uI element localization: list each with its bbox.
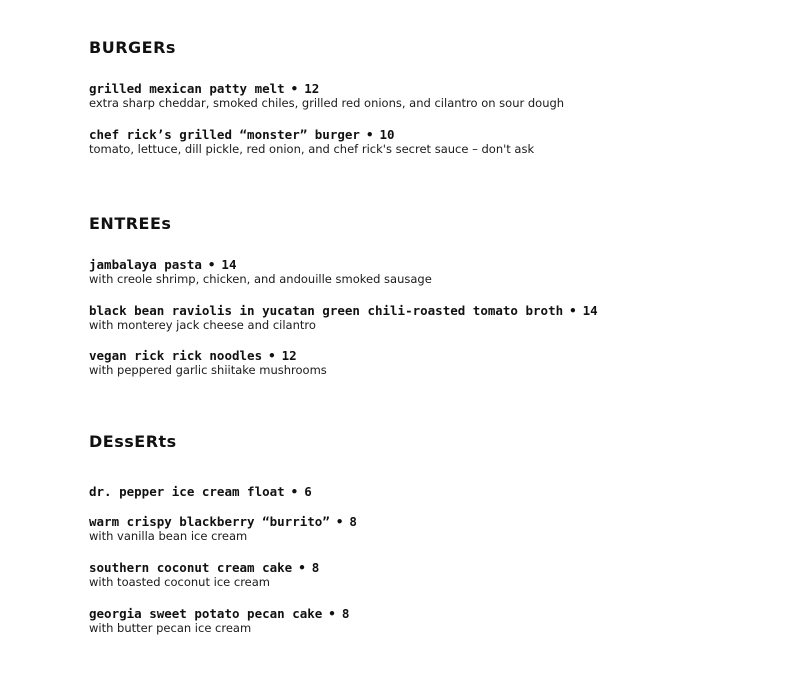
menu-item-description: with peppered garlic shiitake mushrooms (89, 363, 327, 377)
menu-item-name: warm crispy blackberry “burrito” (89, 514, 330, 529)
menu-item-heading (89, 606, 349, 621)
menu-item-price: 10 (379, 127, 395, 142)
menu-item (89, 606, 349, 636)
separator-dot: • (268, 348, 276, 363)
menu-item (89, 514, 357, 544)
menu-item-price: 8 (349, 514, 357, 529)
section-title-desserts: DEssERts (89, 432, 177, 451)
menu-item-description: with toasted coconut ice cream (89, 575, 271, 589)
separator-dot: • (207, 257, 216, 272)
menu-item-heading (89, 484, 312, 499)
menu-item-heading (89, 257, 432, 272)
menu-item-description: extra sharp cheddar, smoked chiles, grilled red onions, and cilantro on sour dough (89, 96, 565, 110)
separator-dot: • (328, 606, 336, 621)
separator-dot: • (298, 560, 306, 575)
menu-item-heading (89, 348, 327, 363)
menu-item-heading (89, 81, 564, 96)
section-title-entrees: ENTREEs (89, 214, 172, 233)
section-title-burgers: BURGERs (89, 38, 176, 57)
menu-item-heading (89, 303, 598, 318)
menu-item-description: with butter pecan ice cream (89, 621, 252, 635)
separator-dot: • (569, 303, 577, 318)
menu-item-price: 12 (281, 348, 297, 363)
menu-item (89, 81, 564, 111)
menu-item (89, 348, 327, 378)
menu-item-heading (89, 127, 534, 142)
menu-item-name: grilled mexican patty melt (89, 81, 285, 96)
menu-item-price: 6 (304, 484, 312, 499)
menu-item-price: 14 (582, 303, 598, 318)
menu-item-name: southern coconut cream cake (89, 560, 293, 575)
menu-item (89, 127, 534, 157)
menu-item (89, 257, 432, 287)
menu-item (89, 560, 319, 590)
menu-item-price: 8 (311, 560, 320, 575)
menu-item-name: vegan rick rick noodles (89, 348, 263, 363)
menu-item-name: georgia sweet potato pecan cake (89, 606, 323, 621)
menu-item-description: with vanilla bean ice cream (89, 529, 248, 543)
menu-item-name: jambalaya pasta (89, 257, 202, 272)
menu-item-name: dr. pepper ice cream float (89, 484, 285, 499)
menu-item-description: with creole shrimp, chicken, and andouille smoked sausage (89, 272, 432, 286)
separator-dot: • (290, 484, 299, 499)
menu-item-price: 8 (341, 606, 350, 621)
menu-item-name: black bean raviolis in yucatan green chili-roasted tomato broth (89, 303, 564, 318)
menu-item-description: tomato, lettuce, dill pickle, red onion, and chef rick's secret sauce – don't ask (89, 142, 535, 156)
menu-item-description: with monterey jack cheese and cilantro (89, 318, 316, 332)
menu-item-heading (89, 560, 319, 575)
separator-dot: • (335, 514, 344, 529)
menu-item-price: 14 (221, 257, 237, 272)
separator-dot: • (365, 127, 374, 142)
menu-item-heading (89, 514, 357, 529)
menu-item (89, 303, 598, 333)
separator-dot: • (290, 81, 299, 96)
menu-item (89, 484, 312, 499)
menu-item-price: 12 (304, 81, 320, 96)
menu-item-name: chef rick’s grilled “monster” burger (89, 127, 360, 142)
